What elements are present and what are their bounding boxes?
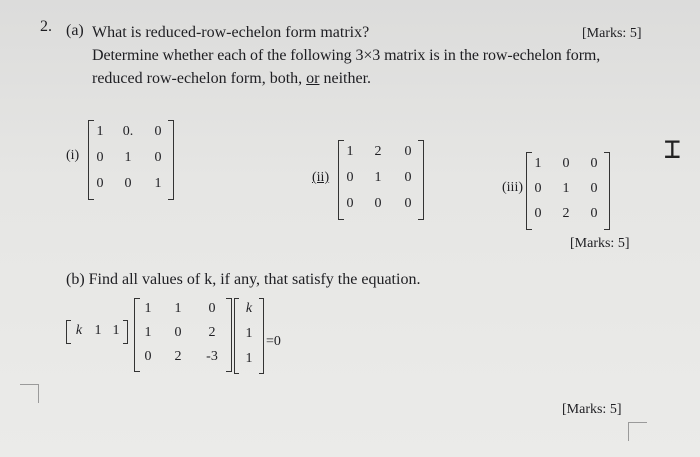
corner-marker-right [628, 422, 647, 441]
bracket-right [418, 140, 424, 220]
marks-top: [Marks: 5] [582, 26, 642, 41]
matrix-cell: 0 [144, 349, 152, 364]
matrix-cell: 1 [144, 325, 152, 340]
matrix-cell: 1 [124, 150, 132, 165]
bracket-left [234, 298, 239, 374]
matrix-cell: 1 [534, 156, 542, 171]
matrix-cell: 1 [562, 181, 570, 196]
matrix-cell: 0 [174, 325, 182, 340]
matrix-cell: 2 [208, 325, 216, 340]
part-a-instruction: Determine whether each of the following 3×3 matrix is in the row-echelon form, [92, 47, 601, 64]
matrix-cell: 0. [122, 124, 134, 139]
matrix-cell: 0 [96, 150, 104, 165]
matrix-iii [526, 152, 610, 230]
part-a-label: (a) [66, 22, 84, 39]
matrix-cell: -3 [206, 349, 218, 364]
matrix-cell: 0 [534, 206, 542, 221]
vector-cell: 1 [245, 326, 253, 341]
matrix-cell: 1 [96, 124, 104, 139]
bracket-right [259, 298, 264, 374]
or-underlined: or [306, 70, 320, 87]
bracket-right [168, 120, 174, 200]
part-b-question: (b) Find all values of k, if any, that satisfy the equation. [66, 271, 421, 288]
matrix-ii [338, 140, 424, 220]
matrix-cell: 0 [154, 124, 162, 139]
matrix-ii-label: (ii) [312, 170, 330, 185]
matrix-cell: 0 [534, 181, 542, 196]
row-vector [66, 320, 128, 344]
matrix-cell: 0 [590, 181, 598, 196]
bracket-right [604, 152, 610, 230]
part-a-question: What is reduced-row-echelon form matrix? [92, 24, 370, 41]
matrix-cell: 0 [590, 206, 598, 221]
matrix-cell: 0 [374, 196, 382, 211]
equals-zero: =0 [266, 334, 281, 349]
matrix-cell: 0 [562, 156, 570, 171]
matrix-cell: 0 [208, 301, 216, 316]
coefficient-matrix [134, 298, 232, 372]
matrix-cell: 0 [404, 196, 412, 211]
matrix-cell: 1 [144, 301, 152, 316]
part-a-instruction-2 [92, 70, 371, 88]
matrix-cell: 0 [154, 150, 162, 165]
matrix-cell: 0 [124, 176, 132, 191]
matrix-i-label: (i) [66, 148, 80, 163]
matrix-cell: 0 [346, 196, 354, 211]
text-cursor-icon: ⌶ [664, 132, 681, 165]
column-vector [234, 298, 264, 374]
marks-bottom: [Marks: 5] [562, 402, 622, 417]
matrix-cell: 1 [374, 170, 382, 185]
matrix-cell: 0 [404, 144, 412, 159]
vector-cell: 1 [94, 323, 102, 338]
matrix-cell: 0 [590, 156, 598, 171]
matrix-cell: 0 [346, 170, 354, 185]
matrix-cell: 1 [174, 301, 182, 316]
matrix-iii-label: (iii) [502, 180, 523, 195]
bracket-right [226, 298, 232, 372]
matrix-cell: 2 [374, 144, 382, 159]
instruction-text: reduced row-echelon form, both, [92, 70, 307, 87]
matrix-i [88, 120, 174, 200]
matrix-cell: 2 [174, 349, 182, 364]
matrix-cell: 0 [404, 170, 412, 185]
instruction-text-end: neither. [319, 70, 372, 87]
vector-cell: k [75, 323, 83, 338]
matrix-cell: 1 [346, 144, 354, 159]
question-number: 2. [40, 18, 52, 35]
matrix-cell: 1 [154, 176, 162, 191]
matrix-cell: 0 [96, 176, 104, 191]
vector-cell: 1 [245, 351, 253, 366]
matrix-cell: 2 [562, 206, 570, 221]
corner-marker-left [20, 384, 39, 403]
vector-cell: 1 [112, 323, 120, 338]
marks-mid: [Marks: 5] [570, 236, 630, 251]
vector-cell: k [245, 301, 253, 316]
